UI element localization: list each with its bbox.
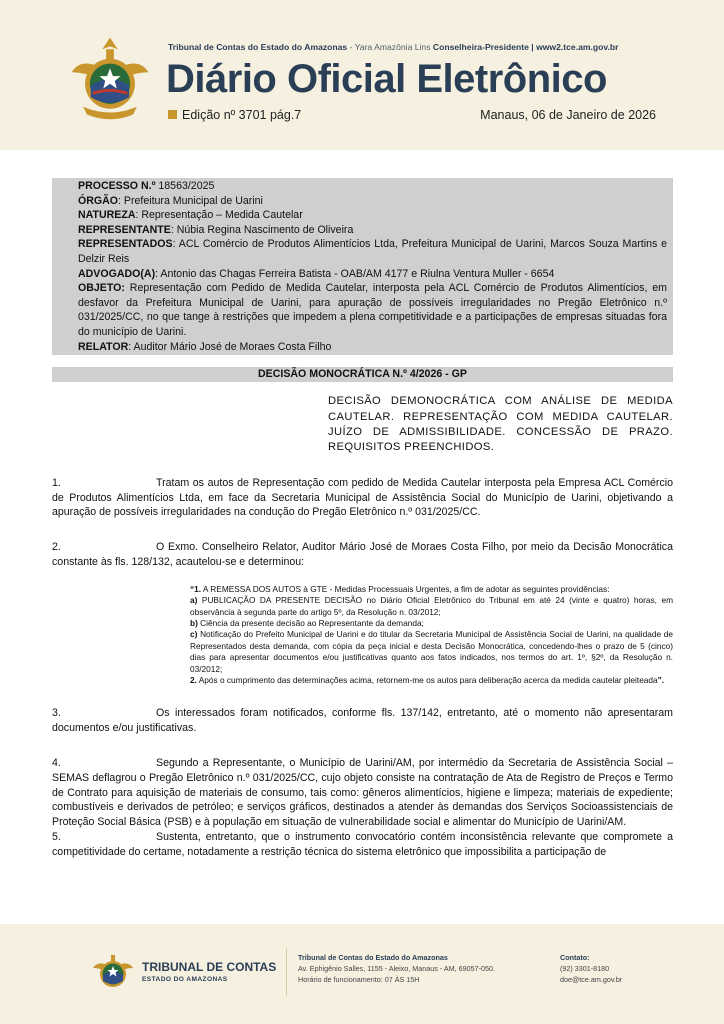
quote-item-1: “1. A REMESSA DOS AUTOS à GTE - Medidas Processuais Urgentes, a fim de adotar as seguintes providências: [190,583,610,594]
footer-org-name: Tribunal de Contas do Estado do Amazonas [298,953,448,962]
quote-item-b: b) Ciência da presente decisão ao Representante da demanda; [190,617,424,628]
quoted-determination [190,584,673,687]
decision-title: DECISÃO MONOCRÁTICA N.º 4/2026 - GP [52,367,673,382]
paragraph-3: 3. Os interessados foram notificados, conforme fls. 137/142, entretanto, até o momento não apresentaram documentos e/ou justificativas. [52,707,673,735]
representados-line: REPRESENTADOS: ACL Comércio de Produtos Alimentícios Ltda, Prefeitura Municipal de Uarini, Marcos Souza Martins e Delzir Reis [78,238,667,265]
edition-info: Edição nº 3701 pág.7 [168,108,301,122]
page-footer [0,924,724,1024]
paragraph-5: 5. Sustenta, entretanto, que o instrumento convocatório contém inconsistência relevante que compromete a competitividade do certame, notadamente a restrição técnica do sistema eletrônico que impossibilita a participação de [52,830,673,858]
quote-item-2: 2. Após o cumprimento das determinações acima, retornem-me os autos para deliberação acerca da medida cautelar pleiteada”. [190,674,665,685]
footer-hours: Horário de funcionamento: 07 ÀS 15H [298,975,420,984]
quote-item-a: a) PUBLICAÇÃO DA PRESENTE DECISÃO no Diário Oficial Eletrônico do Tribunal em até 24 (vinte e quatro) horas, em observância à segunda parte do artigo 5º, da Resolução n. 03/2012; [190,595,673,617]
paragraph-2: 2. O Exmo. Conselheiro Relator, Auditor Mário José de Moraes Costa Filho, por meio da Decisão Monocrática constante às fls. 128/132, acautelou-se e determinou: [52,541,673,568]
objeto-line: OBJETO: Representação com Pedido de Medida Cautelar, interposta pela ACL Comércio de Produtos Alimentícios, em desfavor da Prefeitura Municipal de Uarini, para apuração de possíveis irregularidades no Pregão Eletrônico n.º 031/2025/CC, no que tange à restrições que impedem a plena competitividade e a participações de empresas situadas fora do município de Uarini. [78,282,667,338]
orgao-line: ÓRGÃO: Prefeitura Municipal de Uarini [78,194,263,207]
footer-contact-label: Contato: [560,953,590,962]
footer-divider [286,948,287,996]
publication-date: Manaus, 06 de Janeiro de 2026 [480,108,656,122]
representante-line: REPRESENTANTE: Núbia Regina Nascimento de Oliveira [78,223,354,236]
page-title: Diário Oficial Eletrônico [166,57,607,101]
page-header [0,0,724,150]
advogado-line: ADVOGADO(A): Antonio das Chagas Ferreira Batista - OAB/AM 4177 e Riulna Ventura Muller - 6654 [78,267,555,280]
tce-am-coat-of-arms-icon [62,30,158,126]
natureza-line: NATUREZA: Representação – Medida Cautelar [78,209,303,222]
footer-address: Av. Ephigênio Salles, 1155 - Aleixo, Manaus - AM, 69057-050. [298,964,495,973]
tce-am-coat-of-arms-icon [88,946,138,996]
header-org-line: Tribunal de Contas do Estado do Amazonas - Yara Amazônia Lins Conselheira-Presidente | www2.tce.am.gov.br [168,42,619,52]
footer-email[interactable]: doe@tce.am.gov.br [560,975,623,984]
footer-contact [560,952,622,985]
bullet-square-icon [168,110,177,119]
process-info-block [52,178,673,355]
relator-line: RELATOR: Auditor Mário José de Moraes Costa Filho [78,340,332,353]
footer-phone: (92) 3301-8180 [560,964,610,973]
paragraph-4: 4. Segundo a Representante, o Município de Uarini/AM, por intermédio da Secretaria de Assistência Social – SEMAS deflagrou o Pregão Eletrônico n.º 031/2025/CC, cujo objeto consiste na contratação de Ata de Registro de Preços e Termo de Contrato para aquisição de materiais de consumo, tais como: gêneros alimentícios, higiene e limpeza; materiais de expediente; combustíveis e derivados de petróleo; e serviços gráficos, destinados a atender às demandas dos Serviços Socioassistenciais de Proteção Social Básica (PSB) e à população em situação de vulnerabilidade social e alimentar do Município de Uarini/AM. [52,756,673,829]
paragraph-1: 1. Tratam os autos de Representação com pedido de Medida Cautelar interposta pela Empresa ACL Comércio de Produtos Alimentícios Ltda, em face da Secretaria Municipal de Assistência Social do Município de Uarini, objetivando a apuração de possíveis irregularidades na condução do Pregão Eletrônico n.º 031/2025/CC. [52,476,673,519]
footer-org-info [298,952,495,985]
processo-line: PROCESSO N.º 18563/2025 [78,180,215,192]
footer-brand: TRIBUNAL DE CONTAS [142,960,277,974]
document-body [52,178,673,860]
footer-brand-sub: ESTADO DO AMAZONAS [142,976,228,983]
quote-item-c: c) Notificação do Prefeito Municipal de Uarini e do titular da Secretaria Municipal de Assistência Social de Uarini, na qualidade de Representados desta demanda, com cópia da peça inicial e desta Decisão Monocrática, concedendo-lhes o prazo de 5 (cinco) dias para apresentar documentos e/ou justificativas quanto aos fatos indicados, nos termos do art. 1º, §2º, da Resolução n. 03/2012; [190,629,673,674]
ementa: DECISÃO DEMONOCRÁTICA COM ANÁLISE DE MEDIDA CAUTELAR. REPRESENTAÇÃO COM MEDIDA CAUTELAR. JUÍZO DE ADMISSIBILIDADE. CONCESSÃO DE PRAZO. REQUISITOS PREENCHIDOS. [328,395,673,454]
